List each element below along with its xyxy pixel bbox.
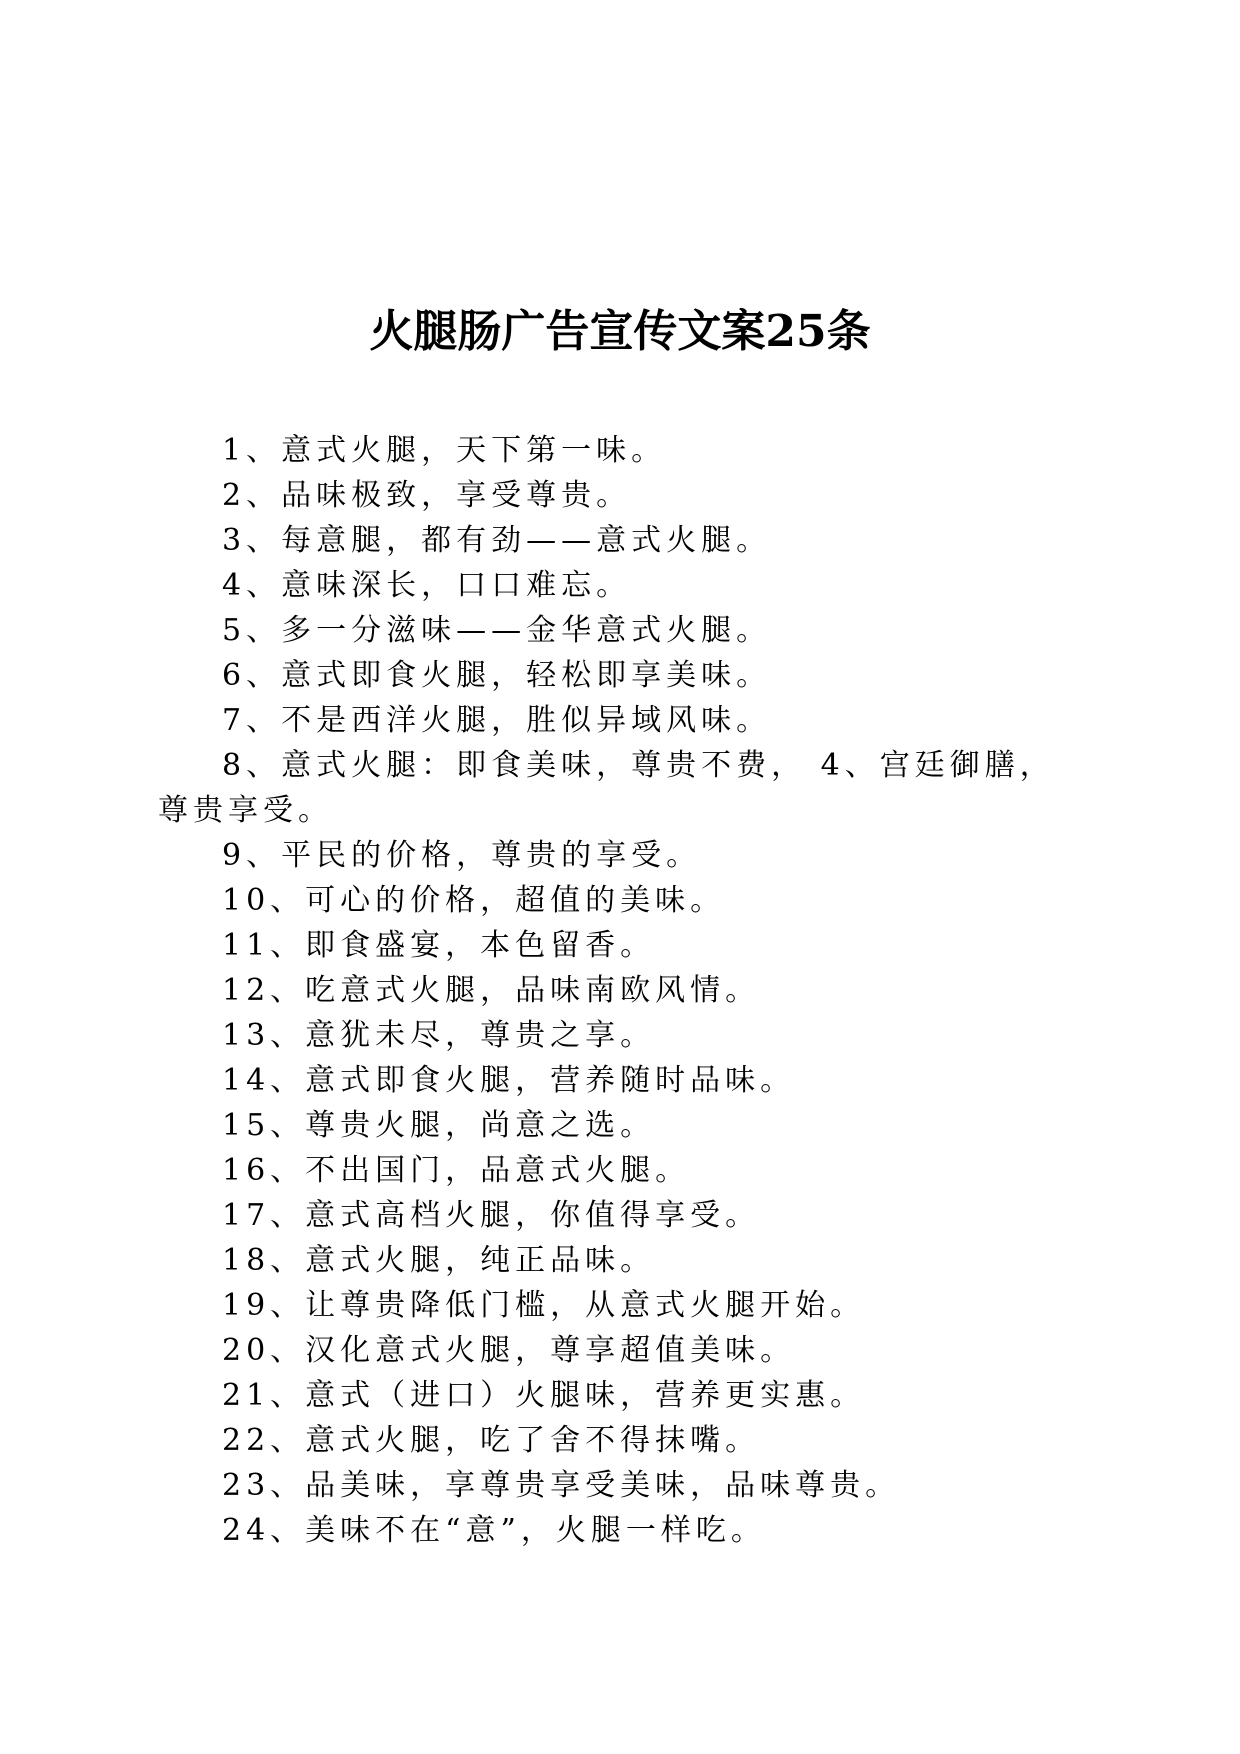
list-item: 4、意味深长，口口难忘。 xyxy=(222,568,632,603)
list-item: 19、让尊贵降低门槛，从意式火腿开始。 xyxy=(222,1288,866,1323)
list-item: 1、意式火腿，天下第一味。 xyxy=(222,433,667,468)
slogan-list xyxy=(158,428,1088,1553)
list-item: 20、汉化意式火腿，尊享超值美味。 xyxy=(222,1333,796,1368)
list-item: 18、意式火腿，纯正品味。 xyxy=(222,1243,656,1278)
list-item: 14、意式即食火腿，营养随时品味。 xyxy=(222,1063,796,1098)
document-title: 火腿肠广告宣传文案25条 xyxy=(369,306,871,357)
list-item: 24、美味不在“意”，火腿一样吃。 xyxy=(222,1513,766,1548)
list-item: 9、平民的价格，尊贵的享受。 xyxy=(222,838,702,873)
list-item: 11、即食盛宴，本色留香。 xyxy=(222,928,656,963)
list-item: 21、意式（进口）火腿味，营养更实惠。 xyxy=(222,1378,866,1413)
list-item: 12、吃意式火腿，品味南欧风情。 xyxy=(222,973,761,1008)
list-item: 7、不是西洋火腿，胜似异域风味。 xyxy=(222,703,772,738)
list-item: 6、意式即食火腿，轻松即享美味。 xyxy=(222,658,772,693)
list-item: 16、不出国门，品意式火腿。 xyxy=(222,1153,691,1188)
list-item: 5、多一分滋味——金华意式火腿。 xyxy=(222,613,772,648)
list-item: 17、意式高档火腿，你值得享受。 xyxy=(222,1198,761,1233)
list-item: 23、品美味，享尊贵享受美味，品味尊贵。 xyxy=(222,1468,901,1503)
list-item: 13、意犹未尽，尊贵之享。 xyxy=(222,1018,656,1053)
list-item: 3、每意腿，都有劲——意式火腿。 xyxy=(222,523,772,558)
list-item: 10、可心的价格，超值的美味。 xyxy=(222,883,726,918)
list-item: 2、品味极致，享受尊贵。 xyxy=(222,478,632,513)
list-item: 8、意式火腿：即食美味，尊贵不费， 4、宫廷御膳，尊贵享受。 xyxy=(158,748,1055,828)
list-item: 22、意式火腿，吃了舍不得抹嘴。 xyxy=(222,1423,761,1458)
list-item: 15、尊贵火腿，尚意之选。 xyxy=(222,1108,656,1143)
